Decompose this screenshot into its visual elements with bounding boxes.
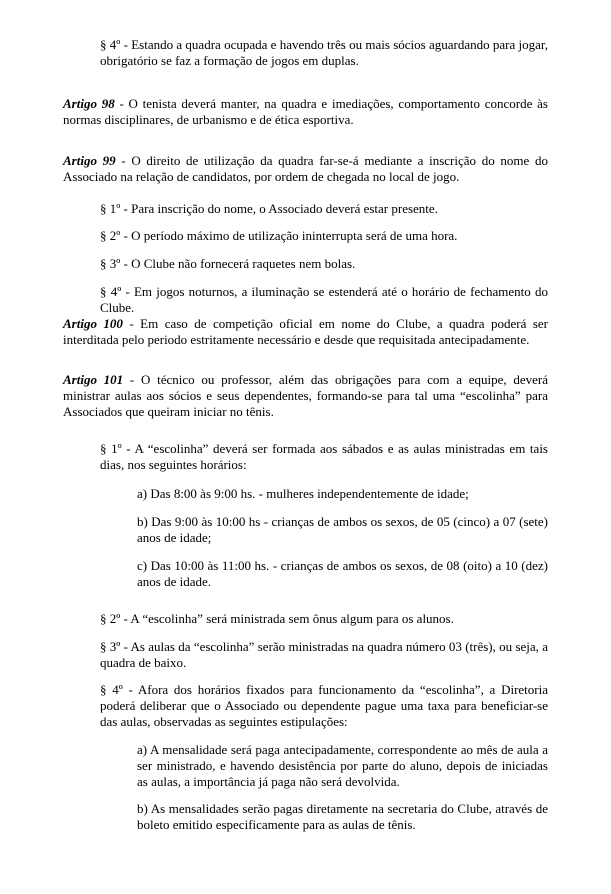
artigo-101-paragrafo-1-item-a: a) Das 8:00 às 9:00 hs. - mulheres independentemente de idade; <box>137 486 469 501</box>
artigo-100 <box>63 316 548 348</box>
artigo-101-paragrafo-4-item-b: b) As mensalidades serão pagas diretamente na secretaria do Clube, através de boleto emitido especificamente para as aulas de tênis. <box>137 801 548 832</box>
artigo-101-paragrafo-1-item-b: b) Das 9:00 às 10:00 hs - crianças de ambos os sexos, de 05 (cinco) a 07 (sete) anos de idade; <box>137 514 548 545</box>
artigo-100-text: - Em caso de competição oficial em nome do Clube, a quadra poderá ser interditada pelo periodo estritamente necessário e desde que requisitada antecipadamente. <box>63 316 548 347</box>
artigo-99-paragrafo-4: § 4º - Em jogos noturnos, a iluminação se estenderá até o horário de fechamento do Clube. <box>100 284 548 315</box>
artigo-101-paragrafo-1-item-c: c) Das 10:00 às 11:00 hs. - crianças de ambos os sexos, de 08 (oito) a 10 (dez) anos de idade. <box>137 558 548 589</box>
artigo-99-text: - O direito de utilização da quadra far-se-á mediante a inscrição do nome do Associado na relação de candidatos, por ordem de chegada no local de jogo. <box>63 153 548 184</box>
artigo-98-label: Artigo 98 <box>63 96 115 111</box>
paragraph-4-jogos-duplas: § 4º - Estando a quadra ocupada e havendo três ou mais sócios aguardando para jogar, obrigatório se faz a formação de jogos em duplas. <box>100 37 548 68</box>
artigo-100-label: Artigo 100 <box>63 316 123 331</box>
artigo-99-paragrafo-2: § 2º - O período máximo de utilização ininterrupta será de uma hora. <box>100 228 458 243</box>
artigo-101 <box>63 372 548 420</box>
artigo-101-label: Artigo 101 <box>63 372 124 387</box>
artigo-101-text: - O técnico ou professor, além das obrigações para com a equipe, deverá ministrar aulas aos sócios e seus dependentes, formando-se para tal uma “escolinha” para Associados que queiram iniciar no tênis. <box>63 372 548 419</box>
artigo-99-paragrafo-3: § 3º - O Clube não fornecerá raquetes nem bolas. <box>100 256 356 271</box>
artigo-99-label: Artigo 99 <box>63 153 116 168</box>
artigo-98 <box>63 96 548 128</box>
artigo-99-paragrafo-1: § 1º - Para inscrição do nome, o Associado deverá estar presente. <box>100 201 438 216</box>
artigo-101-paragrafo-4: § 4º - Afora dos horários fixados para funcionamento da “escolinha”, a Diretoria poderá deliberar que o Associado ou dependente pague uma taxa para beneficiar-se das aulas, observadas as seguintes estipulações: <box>100 682 548 729</box>
artigo-101-paragrafo-1: § 1º - A “escolinha” deverá ser formada aos sábados e as aulas ministradas em tais dias, nos seguintes horários: <box>100 441 548 472</box>
artigo-98-text: - O tenista deverá manter, na quadra e imediações, comportamento concorde às normas disciplinares, de urbanismo e de ética esportiva. <box>63 96 548 127</box>
artigo-101-paragrafo-4-item-a: a) A mensalidade será paga antecipadamente, correspondente ao mês de aula a ser ministrado, e havendo desistência por parte do aluno, depois de iniciadas as aulas, a importância já paga não será devolvida. <box>137 742 548 789</box>
artigo-99 <box>63 153 548 185</box>
artigo-101-paragrafo-2: § 2º - A “escolinha” será ministrada sem ônus algum para os alunos. <box>100 611 454 626</box>
artigo-101-paragrafo-3: § 3º - As aulas da “escolinha” serão ministradas na quadra número 03 (três), ou seja, a quadra de baixo. <box>100 639 548 670</box>
